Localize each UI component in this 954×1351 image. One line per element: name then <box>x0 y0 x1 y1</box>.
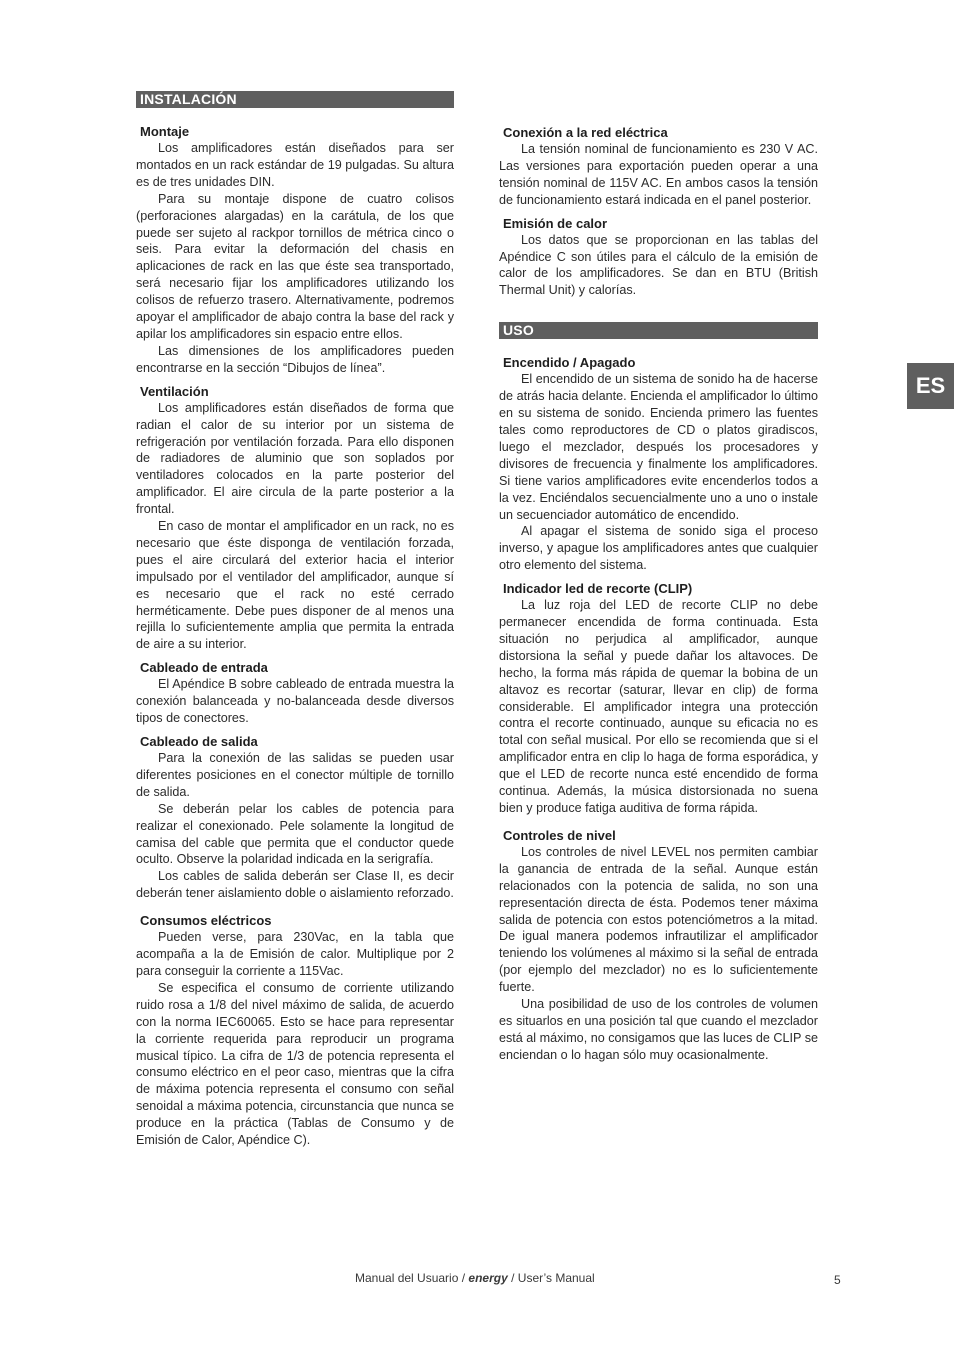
footer-brand: energy <box>468 1271 508 1285</box>
paragraph: La luz roja del LED de recorte CLIP no debe permanecer encendida de forma continuada. Esta situación no perjudica al amplificador, aunque distorsiona la señal y puede dañar los altavoces. De hecho, la forma más rápida de quemar la bobina de un altavoz es recortar (saturar, llevar en clip) de forma considerable. El amplificador integra una protección contra el recorte continuado, aunque su eficacia no es total con señal musical. Por ello se recomienda que si el amplificador entra en clip lo haga de forma esporádica, y que el LED de recorte nunca esté encendido de forma continua. Además, la música distorsionada no suena bien y produce fatiga auditiva de forma rápida. <box>499 598 818 815</box>
heading-indicador-clip: Indicador led de recorte (CLIP) <box>503 581 693 597</box>
heading-cableado-entrada: Cableado de entrada <box>140 660 268 676</box>
paragraph: Las dimensiones de los amplificadores pueden encontrarse en la sección “Dibujos de línea”. <box>136 343 454 375</box>
paragraph: Se deberán pelar los cables de potencia para realizar el conexionado. Pele solamente la longitud de camisa del cable que permita que el conductor quede oculto. Observe la polaridad indicada en la serigrafía. <box>136 801 454 867</box>
paragraph: Para su montaje dispone de cuatro colisos (perforaciones alargadas) en la carátula, de los que puede ser sujeto al rackpor tornillos de métrica cinco o seis. Para evitar la deformación del chasis en aplicaciones de rack en las que éste sea transportado, será necesario fijar los amplificadores utilizando los colisos de refuerzo trasero. Alternativamente, podremos apoyar el amplificador de abajo contra la base del rack y apilar los amplificadores sin espacio entre ellos. <box>136 191 454 341</box>
heading-cableado-salida: Cableado de salida <box>140 734 258 749</box>
heading-emision-calor: Emisión de calor <box>503 215 608 231</box>
footer-text-right: / User’s Manual <box>511 1271 595 1285</box>
section-title-uso: USO <box>499 322 818 339</box>
heading-consumos-electricos: Consumos eléctricos <box>140 913 272 929</box>
page-number: 5 <box>834 1273 841 1287</box>
paragraph: Los controles de nivel LEVEL nos permiten cambiar la ganancia de entrada de la señal. Aunque están relacionados con la potencia de salida, no son una representación directa de ésta. Podemos tener máxima salida de potencia con estos potenciómetros a la mitad. De igual manera podemos infrautilizar el amplificador teniendo los volúmenes al máximo si la señal de entrada (por ejemplo del mezclador) no es lo suficientemente fuerte. <box>499 844 818 995</box>
language-tab-es: ES <box>907 363 954 409</box>
footer-title <box>355 1271 595 1285</box>
paragraph: En caso de montar el amplificador en un rack, no es necesario que éste disponga de ventilación forzada, pues el aire circulará del exterior hacia el interior impulsado por el ventilador del amplificador, aunque sí es necesario que el rack no esté cerrado herméticamente. Debe pues disponer de al menos una rejilla lo suficientemente amplia que permita la entrada de aire a su interior. <box>136 519 454 652</box>
heading-encendido-apagado: Encendido / Apagado <box>503 355 636 371</box>
section-title-instalacion: INSTALACIÓN <box>136 91 454 108</box>
paragraph: La tensión nominal de funcionamiento es 230 V AC. Las versiones para exportación pueden operar a una tensión nominal de 115V AC. En ambos casos la tensión de funcionamiento estará indicada en el panel posterior. <box>499 142 818 207</box>
paragraph: Los datos que se proporcionan en las tablas del Apéndice C son útiles para el cálculo de la emisión de calor de los amplificadores. Se dan en BTU (British Thermal Unit) y calorías. <box>499 232 818 298</box>
heading-controles-nivel: Controles de nivel <box>503 827 616 843</box>
paragraph: Para la conexión de las salidas se pueden usar diferentes posiciones en el conector múltiple de tornillo de salida. <box>136 751 454 799</box>
heading-ventilacion: Ventilación <box>140 383 209 399</box>
paragraph: El encendido de un sistema de sonido ha de hacerse de atrás hacia delante. Encienda el amplificador lo último en su sistema de sonido. Encienda primero las fuentes tales como reproductores de CD o platos giradiscos, luego el mezclador, después los procesadores y divisores de frecuencia y finalmente los amplificadores. Si tiene varios amplificadores evite encenderlos todos a la vez. Enciéndalos secuencialmente uno a uno o instale un secuenciador automático de encendido. <box>499 372 818 522</box>
paragraph: Se especifica el consumo de corriente utilizando ruido rosa a 1/8 del nivel máximo de salida, de acuerdo con la norma IEC60065. Esto se hace para representar la corriente requerida para reproducir un programa musical típico. La cifra de 1/3 de potencia representa el consumo eléctrico en el peor caso, mientras que la cifra de máxima potencia representa el consumo con señal senoidal a máxima potencia, circunstancia que nunca se produce en la práctica (Tablas de Consumo y de Emisión de Calor, Apéndice C). <box>136 980 454 1148</box>
paragraph: El Apéndice B sobre cableado de entrada muestra la conexión balanceada y no-balanceada desde diversos tipos de conectores. <box>136 677 454 726</box>
paragraph: Los amplificadores están diseñados para ser montados en un rack estándar de 19 pulgadas. Su altura es de tres unidades DIN. <box>136 141 454 189</box>
heading-conexion-red: Conexión a la red eléctrica <box>503 125 668 140</box>
paragraph: Pueden verse, para 230Vac, en la tabla que acompaña a la de Emisión de calor. Multiplique por 2 para conseguir la corriente a 115Vac. <box>136 930 454 978</box>
heading-montaje: Montaje <box>140 124 190 139</box>
paragraph: Los cables de salida deberán ser Clase II, es decir deberán tener aislamiento doble o aislamiento reforzado. <box>136 869 454 901</box>
right-column <box>499 124 818 1064</box>
paragraph: Al apagar el sistema de sonido siga el proceso inverso, y apague los amplificadores antes que cualquier otro elemento del sistema. <box>499 524 818 573</box>
footer-text-left: Manual del Usuario / <box>355 1271 466 1285</box>
left-column <box>136 91 454 1149</box>
paragraph: Los amplificadores están diseñados de forma que radian el calor de su interior por un sistema de refrigeración por ventilación forzada. Para ello disponen de radiadores de aluminio que son soplados por ventiladores colocados en la parte posterior del amplificador. El aire circula de la parte posterior a la frontal. <box>136 400 454 517</box>
paragraph: Una posibilidad de uso de los controles de volumen es situarlos en una posición tal que cuando el mezclador está al máximo, no consigamos que las luces de CLIP se enciendan o lo hagan sólo muy ocasionalmente. <box>499 997 818 1062</box>
page-footer <box>0 1271 954 1287</box>
